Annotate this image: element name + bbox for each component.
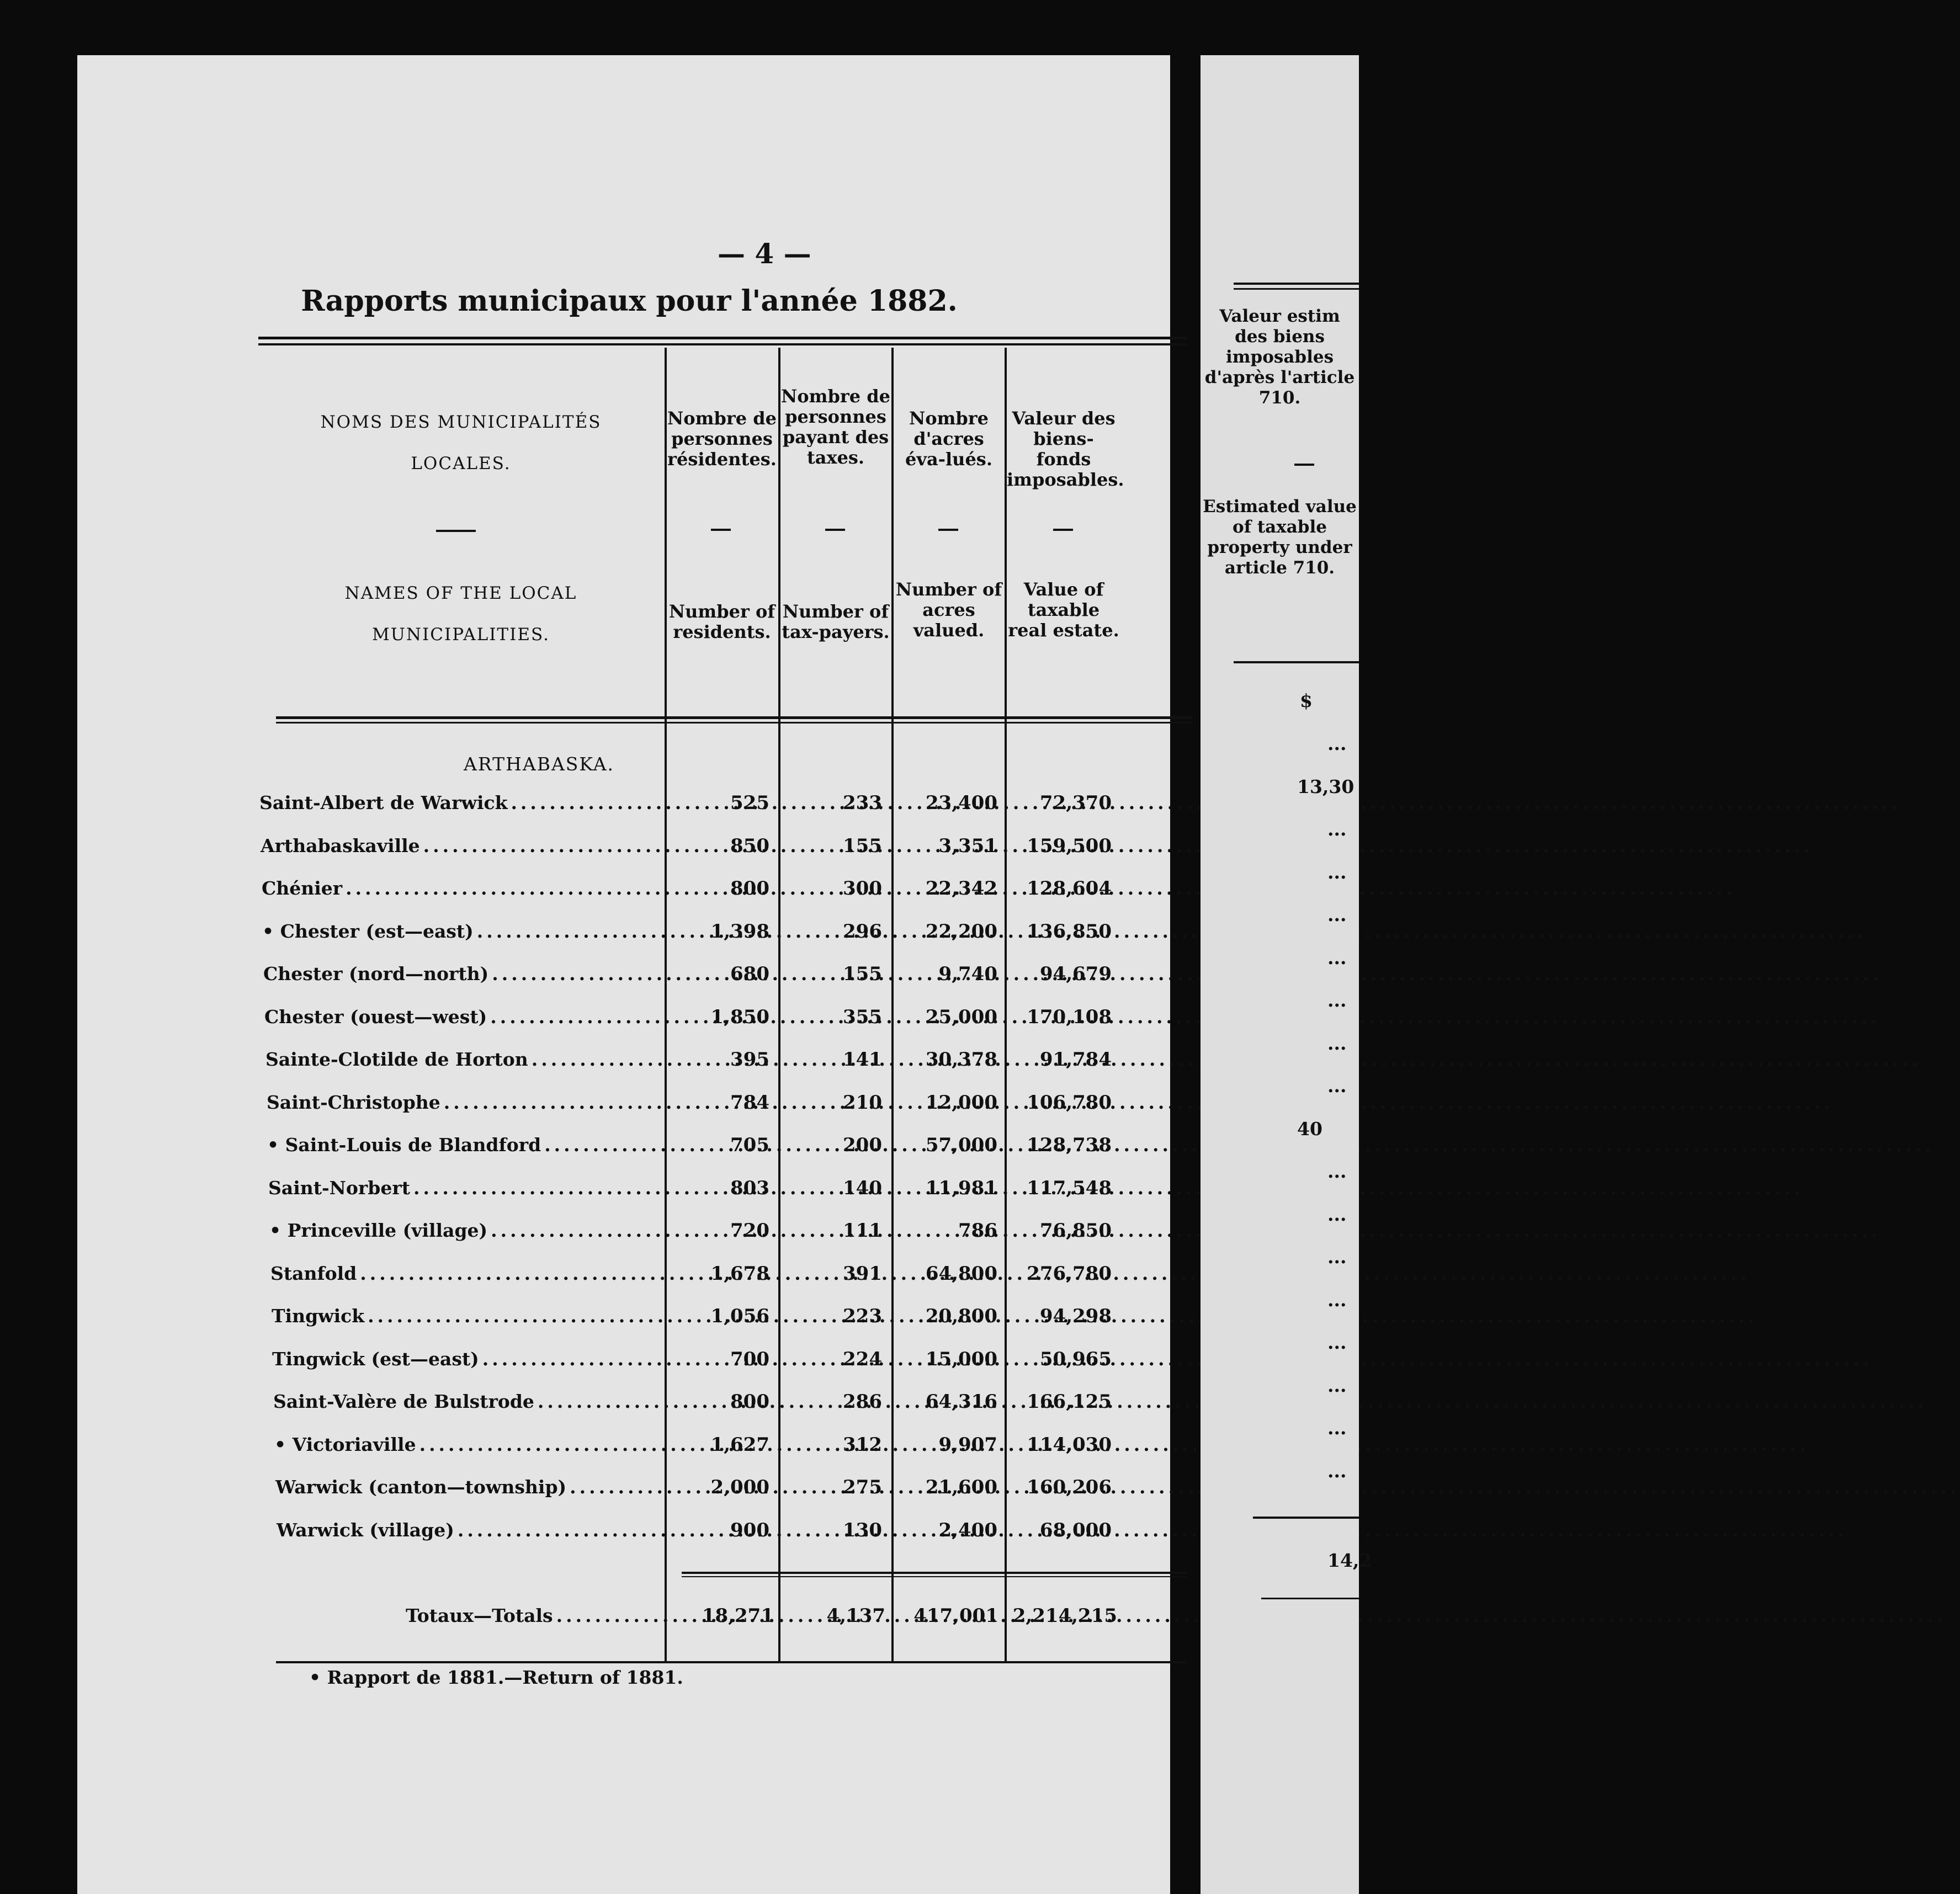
- cell-acres: 15,000: [925, 1348, 997, 1370]
- municipality-name: [272, 1305, 662, 1327]
- header-value-dash: [1053, 529, 1073, 531]
- adjacent-header-fr: Valeur estim des biens imposables d'après l'article 710.: [1204, 306, 1355, 408]
- municipality-name: [277, 1519, 662, 1541]
- adjacent-value: ...: [1327, 989, 1347, 1011]
- municipality-name-text: Saint-Christophe: [267, 1092, 440, 1113]
- cell-value: 114,030: [1027, 1434, 1112, 1456]
- header-names-en-2: MUNICIPALITIES.: [372, 625, 550, 645]
- page-title: Rapports municipaux pour l'année 1882.: [301, 284, 958, 318]
- municipality-name: [263, 963, 662, 985]
- cell-residents: 850: [730, 835, 769, 857]
- header-acres-fr: Nombre d'acres éva-lués.: [905, 408, 992, 470]
- cell-taxpayers: 224: [843, 1348, 882, 1370]
- cell-value: 159,500: [1027, 835, 1112, 857]
- cell-acres: 20,800: [925, 1305, 997, 1327]
- cell-acres: 23,400: [925, 792, 997, 814]
- cell-acres: 3,351: [938, 835, 997, 857]
- cell-value: 170,108: [1027, 1006, 1112, 1028]
- cell-taxpayers: 275: [843, 1476, 882, 1498]
- cell-taxpayers: 130: [843, 1519, 882, 1541]
- cell-residents: 2,000: [710, 1476, 769, 1498]
- cell-acres: 64,316: [925, 1391, 997, 1413]
- title-rule-bottom: [258, 343, 1187, 345]
- municipality-name: [262, 877, 662, 899]
- cell-residents: 680: [730, 963, 769, 985]
- municipality-name: [268, 1177, 662, 1199]
- cell-value: 94,679: [1039, 963, 1112, 985]
- cell-taxpayers: 200: [843, 1134, 882, 1156]
- cell-value: 128,604: [1027, 877, 1112, 900]
- header-names-fr-1: NOMS DES MUNICIPALITÉS: [320, 412, 602, 432]
- municipality-name: [264, 1006, 662, 1028]
- header-value-en: Value of taxable real estate.: [1008, 579, 1119, 641]
- header-names-dash: [436, 530, 476, 532]
- cell-taxpayers: 223: [843, 1305, 882, 1327]
- adjacent-total: 14,2: [1327, 1550, 1372, 1571]
- cell-taxpayers: 391: [843, 1263, 882, 1285]
- cell-value: 50,965: [1039, 1348, 1112, 1370]
- total-residents: 18,271: [702, 1605, 774, 1627]
- municipality-name-text: • Saint-Louis de Blandford: [267, 1134, 541, 1156]
- adjacent-header-rule: [1234, 661, 1359, 663]
- cell-residents: 525: [730, 792, 769, 814]
- cell-acres: 11,981: [925, 1177, 997, 1199]
- header-names-en-1: NAMES OF THE LOCAL: [344, 583, 577, 603]
- adjacent-value: ...: [1327, 818, 1347, 840]
- adjacent-value: ...: [1327, 1033, 1347, 1054]
- adjacent-header-dash: [1294, 464, 1314, 466]
- totals-label-text: Totaux—Totals: [406, 1605, 553, 1626]
- cell-value: 94,298: [1039, 1305, 1112, 1327]
- document-page: [77, 55, 1170, 1894]
- cell-taxpayers: 140: [843, 1177, 882, 1199]
- cell-acres: 2,400: [938, 1519, 997, 1541]
- totals-rule-bottom: [682, 1576, 1187, 1577]
- adjacent-value: ...: [1327, 733, 1347, 754]
- cell-acres: 786: [958, 1220, 997, 1242]
- adjacent-value: ...: [1327, 1289, 1347, 1311]
- municipality-name-text: Chénier: [262, 877, 343, 899]
- adjacent-value: ...: [1327, 1075, 1347, 1097]
- cell-taxpayers: 300: [843, 877, 882, 900]
- cell-acres: 25,000: [925, 1006, 997, 1028]
- cell-taxpayers: 210: [843, 1092, 882, 1114]
- adjacent-value: ...: [1327, 947, 1347, 969]
- municipality-name-text: Warwick (canton—township): [275, 1476, 567, 1498]
- bottom-rule: [276, 1661, 1187, 1663]
- adjacent-rule-bottom: [1234, 288, 1359, 290]
- cell-taxpayers: 155: [843, 835, 882, 857]
- adjacent-bottom-rule: [1261, 1598, 1359, 1599]
- cell-taxpayers: 296: [843, 921, 882, 943]
- cell-taxpayers: 355: [843, 1006, 882, 1028]
- cell-residents: 1,627: [710, 1434, 769, 1456]
- cell-residents: 800: [730, 877, 769, 900]
- municipality-name: [267, 1134, 662, 1156]
- municipality-name-text: Sainte-Clotilde de Horton: [265, 1049, 528, 1070]
- leader-dots: [423, 835, 1813, 856]
- header-residents-en: Number of residents.: [668, 601, 775, 642]
- header-value-fr: Valeur des biens-fonds imposables.: [1007, 408, 1124, 490]
- cell-value: 160,206: [1027, 1476, 1112, 1498]
- cell-taxpayers: 111: [843, 1220, 882, 1242]
- adjacent-currency: $: [1300, 690, 1313, 711]
- municipality-name-text: Stanfold: [270, 1263, 357, 1284]
- municipality-name: [261, 835, 662, 856]
- header-rule-top: [276, 716, 1192, 719]
- municipality-name-text: Saint-Norbert: [268, 1177, 410, 1199]
- cell-value: 276,780: [1027, 1263, 1112, 1285]
- cell-taxpayers: 312: [843, 1434, 882, 1456]
- adjacent-value: ...: [1327, 904, 1347, 925]
- cell-residents: 1,398: [710, 921, 769, 943]
- cell-acres: 30,378: [925, 1049, 997, 1071]
- cell-acres: 12,000: [925, 1092, 997, 1114]
- municipality-name: [265, 1049, 662, 1070]
- municipality-name-text: Chester (ouest—west): [264, 1006, 487, 1028]
- municipality-name: [267, 1092, 662, 1113]
- page-number: — 4 —: [718, 237, 811, 270]
- header-taxpayers-dash: [825, 529, 845, 531]
- adjacent-value: ...: [1327, 1375, 1347, 1396]
- cell-value: 136,850: [1027, 921, 1112, 943]
- total-acres: 417,001: [913, 1605, 998, 1627]
- total-value: 2,214,215: [1012, 1605, 1117, 1627]
- cell-residents: 705: [730, 1134, 769, 1156]
- total-taxpayers: 4,137: [826, 1605, 885, 1627]
- municipality-name: [270, 1263, 662, 1284]
- cell-taxpayers: 233: [843, 792, 882, 814]
- adjacent-header-en: Estimated value of taxable property under article 710.: [1203, 497, 1357, 578]
- header-rule-bottom: [276, 722, 1192, 723]
- cell-acres: 21,600: [925, 1476, 997, 1498]
- cell-residents: 784: [730, 1092, 769, 1114]
- header-names-fr-2: LOCALES.: [411, 454, 511, 474]
- cell-acres: 64,800: [925, 1263, 997, 1285]
- cell-value: 68,000: [1039, 1519, 1112, 1541]
- municipality-name-text: Chester (nord—north): [263, 963, 489, 985]
- header-acres-dash: [938, 529, 958, 531]
- municipality-name-text: Arthabaskaville: [261, 835, 420, 856]
- cell-acres: 22,342: [925, 877, 997, 900]
- adjacent-value: ...: [1327, 861, 1347, 883]
- municipality-name: [262, 921, 662, 942]
- header-residents-fr: Nombre de personnes résidentes.: [667, 408, 777, 470]
- adjacent-totals-rule: [1253, 1517, 1359, 1519]
- header-acres-en: Number of acres valued.: [895, 579, 1002, 641]
- municipality-name: [273, 1391, 662, 1412]
- adjacent-value: ...: [1327, 1332, 1347, 1353]
- cell-value: 166,125: [1027, 1391, 1112, 1413]
- cell-acres: 9,740: [938, 963, 997, 985]
- header-residents-dash: [711, 529, 731, 531]
- cell-acres: 9,907: [938, 1434, 997, 1456]
- header-taxpayers-fr: Nombre de personnes payant des taxes.: [781, 386, 890, 468]
- municipality-name-text: Tingwick (est—east): [272, 1348, 479, 1370]
- cell-value: 106,780: [1027, 1092, 1112, 1114]
- adjacent-value: 40: [1297, 1118, 1322, 1140]
- cell-residents: 900: [730, 1519, 769, 1541]
- cell-residents: 1,678: [710, 1263, 769, 1285]
- cell-residents: 1,850: [710, 1006, 769, 1028]
- municipality-name: [269, 1220, 662, 1241]
- municipality-name-text: Saint-Valère de Bulstrode: [273, 1391, 534, 1412]
- cell-residents: 803: [730, 1177, 769, 1199]
- cell-acres: 57,000: [925, 1134, 997, 1156]
- cell-residents: 800: [730, 1391, 769, 1413]
- municipality-name: [259, 792, 662, 813]
- cell-residents: 700: [730, 1348, 769, 1370]
- leader-dots: [444, 1092, 1834, 1113]
- cell-value: 72,370: [1039, 792, 1112, 814]
- municipality-name: [274, 1434, 662, 1455]
- adjacent-page: [1201, 55, 1372, 1894]
- cell-residents: 720: [730, 1220, 769, 1242]
- municipality-name-text: Saint-Albert de Warwick: [259, 792, 508, 813]
- municipality-name: [275, 1476, 662, 1498]
- leader-dots: [458, 1519, 1847, 1541]
- totals-rule-top: [682, 1572, 1187, 1574]
- municipality-name: [272, 1348, 662, 1370]
- cell-acres: 22,200: [925, 921, 997, 943]
- adjacent-value: ...: [1327, 1460, 1347, 1482]
- leader-dots: [419, 1434, 1809, 1455]
- municipality-name-text: • Princeville (village): [269, 1220, 488, 1241]
- adjacent-value: ...: [1327, 1417, 1347, 1439]
- adjacent-rule-top: [1234, 283, 1359, 285]
- adjacent-value: ...: [1327, 1246, 1347, 1268]
- adjacent-value: 13,30: [1297, 776, 1355, 797]
- cell-value: 91,784: [1039, 1049, 1112, 1071]
- col-divider-3: [891, 348, 894, 1661]
- footnote: • Rapport de 1881.—Return of 1881.: [309, 1667, 683, 1688]
- municipality-name-text: • Victoriaville: [274, 1434, 416, 1455]
- municipality-name-text: Tingwick: [272, 1305, 365, 1327]
- title-rule-top: [258, 337, 1187, 339]
- adjacent-value: ...: [1327, 1161, 1347, 1182]
- adjacent-value: ...: [1327, 1204, 1347, 1225]
- cell-taxpayers: 155: [843, 963, 882, 985]
- cell-residents: 395: [730, 1049, 769, 1071]
- cell-value: 76,850: [1039, 1220, 1112, 1242]
- cell-residents: 1,056: [710, 1305, 769, 1327]
- col-divider-4: [1005, 348, 1007, 1661]
- section-heading: ARTHABASKA.: [464, 753, 615, 775]
- municipality-name-text: • Chester (est—east): [262, 921, 474, 942]
- cell-taxpayers: 141: [843, 1049, 882, 1071]
- cell-taxpayers: 286: [843, 1391, 882, 1413]
- col-divider-1: [665, 348, 667, 1661]
- col-divider-2: [778, 348, 780, 1661]
- header-taxpayers-en: Number of tax-payers.: [782, 601, 890, 642]
- municipality-name-text: Warwick (village): [277, 1519, 454, 1541]
- cell-value: 117,548: [1027, 1177, 1112, 1199]
- cell-value: 128,738: [1027, 1134, 1112, 1156]
